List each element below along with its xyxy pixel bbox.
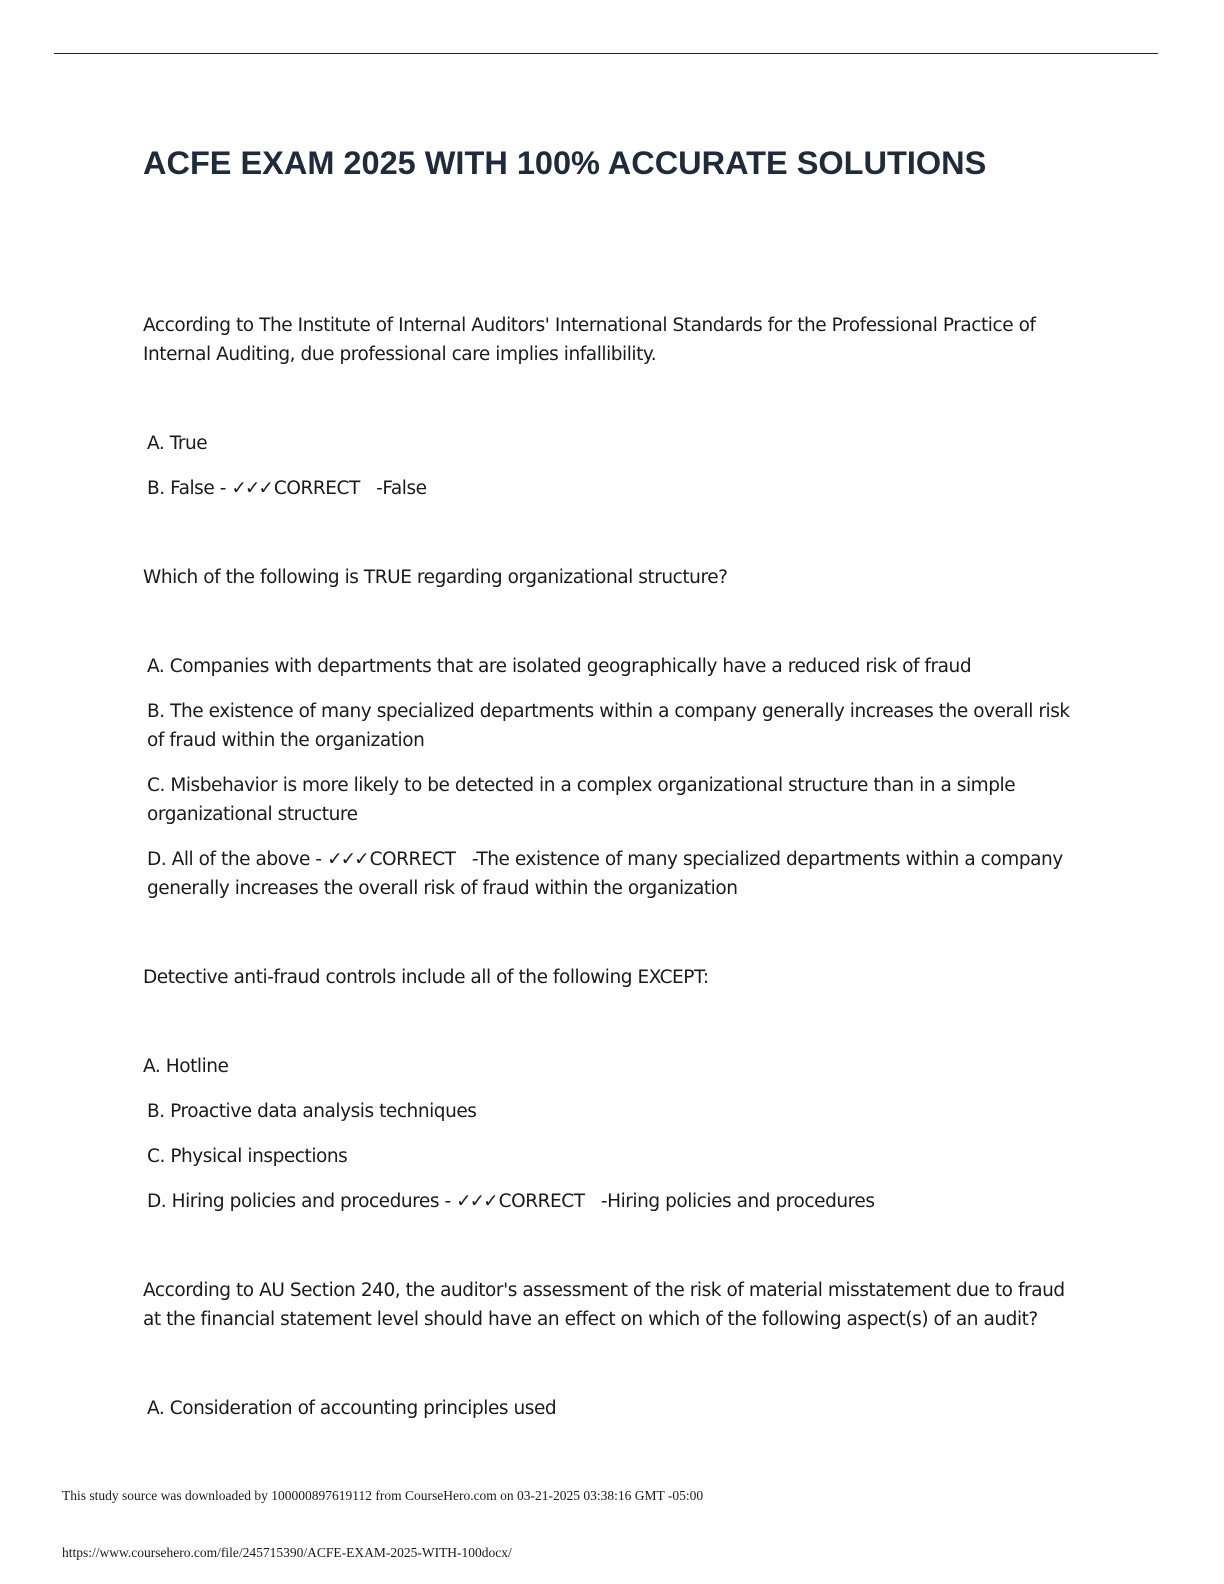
- question-3-option-c: [143, 1142, 1078, 1171]
- correct-marker: CORRECT: [273, 478, 360, 499]
- correct-answer: -False: [359, 478, 427, 499]
- check-marks-icon: ✓✓✓: [456, 1191, 497, 1212]
- document-title: ACFE EXAM 2025 WITH 100% ACCURATE SOLUTIONS: [143, 145, 987, 181]
- option-label: B. False -: [147, 478, 226, 499]
- question-3-option-d: [143, 1187, 1078, 1216]
- question-3-option-a: [143, 1052, 1078, 1081]
- correct-answer: -Hiring policies and procedures: [584, 1191, 875, 1212]
- option-label: C. Physical inspections: [147, 1146, 348, 1167]
- option-label: A. True: [147, 433, 208, 454]
- question-1-text: According to The Institute of Internal Auditors' International Standards for the Professional Practice of Internal Auditing, due professional care implies infallibility.: [143, 315, 1036, 365]
- question-1-option-b: [143, 474, 1078, 503]
- question-2-text: Which of the following is TRUE regarding organizational structure?: [143, 567, 728, 588]
- question-1-option-a: [143, 429, 1078, 458]
- option-label: A. Companies with departments that are isolated geographically have a reduced risk of fraud: [147, 656, 972, 677]
- source-url[interactable]: https://www.coursehero.com/file/245715390/ACFE-EXAM-2025-WITH-100docx/: [62, 1545, 512, 1560]
- option-label: D. Hiring policies and procedures -: [147, 1191, 451, 1212]
- question-4-text: According to AU Section 240, the auditor's assessment of the risk of material misstatement due to fraud at the financial statement level should have an effect on which of the following aspect(s) of an audit?: [143, 1280, 1065, 1330]
- option-label: D. All of the above -: [147, 849, 322, 870]
- option-label: B. The existence of many specialized departments within a company generally increases the overall risk of fraud within the organization: [147, 701, 1070, 751]
- question-3-option-b: [143, 1097, 1078, 1126]
- correct-marker: CORRECT: [498, 1191, 585, 1212]
- correct-answer: -The existence of many specialized departments within a company generally increases the overall risk of fraud within the organization: [147, 849, 1069, 899]
- question-3-text: Detective anti-fraud controls include all of the following EXCEPT:: [143, 967, 709, 988]
- download-notice: This study source was downloaded by 100000897619112 from CourseHero.com on 03-21-2025 03:38:16 GMT -05:00: [62, 1488, 704, 1503]
- option-label: A. Hotline: [143, 1056, 229, 1077]
- question-2-option-d: [143, 845, 1078, 903]
- header-rule: [54, 53, 1158, 54]
- question-2-option-c: [143, 771, 1078, 829]
- check-marks-icon: ✓✓✓: [327, 849, 368, 870]
- option-label: A. Consideration of accounting principles used: [147, 1398, 557, 1419]
- correct-marker: CORRECT: [369, 849, 456, 870]
- question-2-option-a: [143, 652, 1078, 681]
- option-label: C. Misbehavior is more likely to be detected in a complex organizational structure than in a simple organizational structure: [147, 775, 1016, 825]
- option-label: B. Proactive data analysis techniques: [147, 1101, 477, 1122]
- question-2-option-b: [143, 697, 1078, 755]
- question-4-option-a: [143, 1394, 1078, 1423]
- document-body: [143, 311, 1078, 1423]
- check-marks-icon: ✓✓✓: [231, 478, 272, 499]
